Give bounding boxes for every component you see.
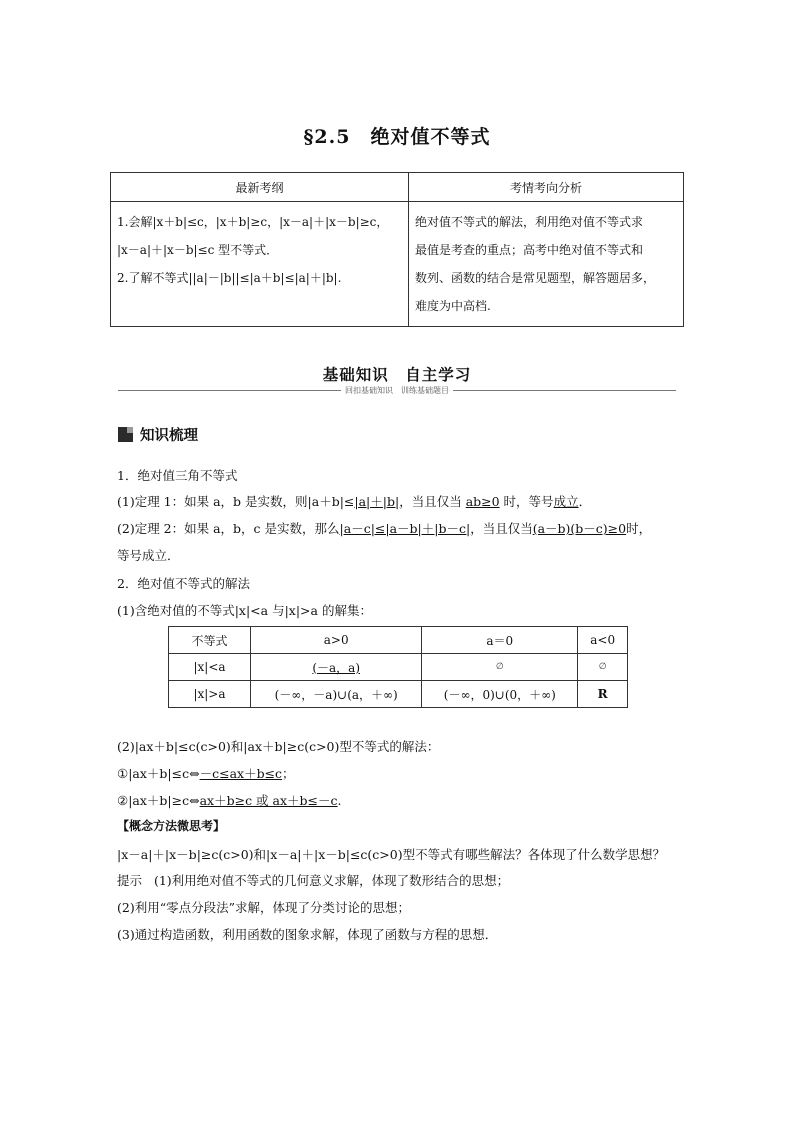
table-row <box>169 681 628 708</box>
hint-3: (3)通过构造函数，利用函数的图象求解，体现了函数与方程的思想． <box>117 927 498 942</box>
outline-header-syllabus: 最新考纲 <box>111 173 409 202</box>
theorem-2-line2: 等号成立． <box>117 548 180 563</box>
syllabus-line: 2.了解不等式||a|－|b||≤|a＋b|≤|a|＋|b|. <box>117 271 342 285</box>
section-subtitle: 回扣基础知识 训练基础题目 <box>341 386 453 395</box>
answer-blank: (－a，a) <box>312 660 361 675</box>
method-2-text: 或 <box>252 793 273 808</box>
outline-syllabus-cell <box>111 202 409 327</box>
knowledge-heading-text: 知识梳理 <box>140 428 198 444</box>
theorem-2-blank: |a－c|≤|a－b|＋|b－c| <box>339 521 471 536</box>
analysis-line: 难度为中高档. <box>415 299 491 313</box>
section-subtitle-wrap <box>0 385 794 396</box>
hint-1 <box>117 871 509 889</box>
theorem-1-text: ． <box>578 494 592 509</box>
table-cell: a<0 <box>578 627 628 654</box>
table-row <box>169 627 628 654</box>
theorem-2-text: (2)定理 2：如果 a，b，c 是实数，那么 <box>117 521 340 536</box>
table-cell: a>0 <box>251 627 422 654</box>
method-1-blank: －c≤ax＋b≤c <box>199 766 283 781</box>
table-cell: |x|<a <box>169 654 251 681</box>
theorem-2-text: ，当且仅当 <box>470 521 533 536</box>
table-cell: a＝0 <box>422 627 578 654</box>
method-2-text: ②|ax＋b|≥c⇔ <box>117 793 200 808</box>
method-intro: (2)|ax＋b|≤c(c>0)和|ax＋b|≥c(c>0)型不等式的解法： <box>117 739 440 754</box>
analysis-line: 绝对值不等式的解法，利用绝对值不等式求 <box>415 215 644 229</box>
solution-intro: (1)含绝对值的不等式|x|<a 与|x|>a 的解集： <box>117 603 372 618</box>
square-bullet-icon <box>118 427 133 442</box>
method-1-text: ①|ax＋b|≤c⇔ <box>117 766 200 781</box>
table-cell: 不等式 <box>169 627 251 654</box>
method-2-text: . <box>337 793 342 808</box>
table-row <box>169 654 628 681</box>
theorem-2-blank: (a－b)(b－c)≥0 <box>532 521 627 536</box>
outline-header-analysis: 考情考向分析 <box>409 173 684 202</box>
table-cell: (－∞，－a)∪(a，＋∞) <box>251 681 422 708</box>
theorem-1-blank: |a|＋|b| <box>354 494 400 509</box>
method-1-text: ； <box>282 766 295 781</box>
outline-table <box>110 172 684 327</box>
table-cell: ∅ <box>578 654 628 681</box>
method-1 <box>117 764 295 782</box>
analysis-line: 数列、函数的结合是常见题型，解答题居多， <box>415 271 656 285</box>
method-2 <box>117 791 342 809</box>
heading-2: 2．绝对值不等式的解法 <box>117 576 250 591</box>
theorem-1-text: (1)定理 1：如果 a，b 是实数，则|a＋b|≤ <box>117 494 355 509</box>
concept-question: |x－a|＋|x－b|≥c(c>0)和|x－a|＋|x－b|≤c(c>0)型不等式有哪些解法？各体现了什么数学思想？ <box>117 847 666 862</box>
analysis-line: 最值是考查的重点；高考中绝对值不等式和 <box>415 243 644 257</box>
table-cell: ∅ <box>422 654 578 681</box>
hint-label: 提示 <box>117 873 143 888</box>
theorem-2-text: 时， <box>626 521 652 536</box>
method-2-blank: ax＋b≥c <box>199 793 253 808</box>
syllabus-line: 1.会解|x＋b|≤c，|x＋b|≥c，|x－a|＋|x－b|≥c， <box>117 215 389 229</box>
concept-label: 【概念方法微思考】 <box>117 819 226 833</box>
method-2-blank: ax＋b≤－c <box>272 793 338 808</box>
hint-2: (2)利用“零点分段法”求解，体现了分类讨论的思想； <box>117 900 410 915</box>
page-title: §2.5 绝对值不等式 <box>303 126 491 148</box>
table-cell <box>251 654 422 681</box>
theorem-1-text: 时，等号 <box>499 494 554 509</box>
hint-text: (1)利用绝对值不等式的几何意义求解，体现了数形结合的思想； <box>153 873 510 888</box>
theorem-1-text: ，当且仅当 <box>399 494 466 509</box>
table-cell: (－∞，0)∪(0，＋∞) <box>422 681 578 708</box>
outline-analysis-cell <box>409 202 684 327</box>
theorem-1-blank: ab≥0 <box>465 494 500 509</box>
table-cell: |x|>a <box>169 681 251 708</box>
theorem-1-blank: 成立 <box>553 494 579 509</box>
theorem-1 <box>117 492 591 510</box>
theorem-2 <box>117 519 651 537</box>
section-title: 基础知识 自主学习 <box>322 366 472 384</box>
syllabus-line: |x－a|＋|x－b|≤c 型不等式． <box>117 243 279 257</box>
knowledge-heading <box>118 424 198 445</box>
heading-1: 1．绝对值三角不等式 <box>117 468 238 483</box>
table-cell: R <box>578 681 628 708</box>
solution-table <box>168 626 628 708</box>
